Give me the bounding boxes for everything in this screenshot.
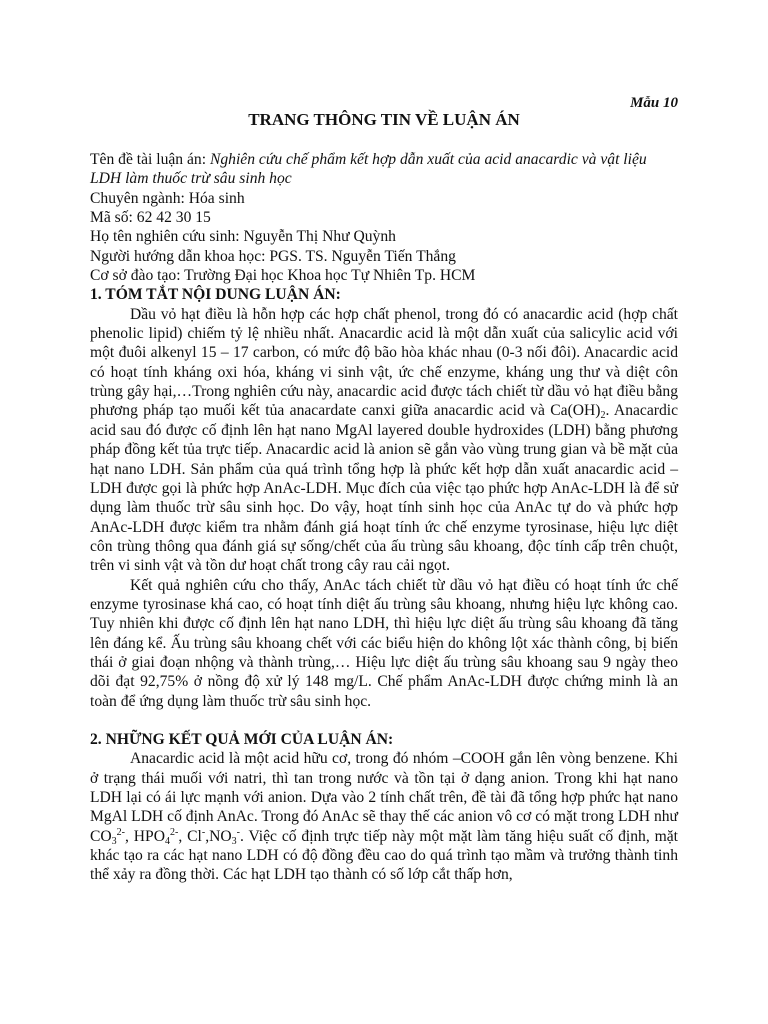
section-1-p1-subscript: 2 — [600, 410, 606, 422]
hpo4-subscript: 4 — [164, 835, 170, 847]
co3-superscript: 2- — [116, 826, 126, 838]
section-2-heading: 2. NHỮNG KẾT QUẢ MỚI CỦA LUẬN ÁN: — [90, 730, 394, 748]
no3-subscript: 3 — [231, 835, 237, 847]
thesis-title: Nghiên cứu chế phẩm kết hợp dẫn xuất của acid anacardic và vật liệu LDH làm thuốc trừ sâu sinh học — [90, 151, 647, 188]
thesis-title-line — [90, 150, 678, 189]
form-code: Mẫu 10 — [630, 95, 678, 111]
document-title: TRANG THÔNG TIN VỀ LUẬN ÁN — [248, 110, 520, 129]
code-line: Mã số: 62 42 30 15 — [90, 209, 211, 227]
section-1-p1-text-b: . Anacardic acid sau đó được cố định lên hạt nano MgAl layered double hydroxides (LDH) bằng phương pháp đồng kết tủa trực tiếp. Anacardic acid là anion sẽ gắn vào vùng trung gian và bề mặt của hạt nano LDH. Sản phẩm của quá trình tổng hợp là phức kết hợp dẫn xuất anacardic acid –LDH được gọi là phức hợp AnAc-LDH. Mục đích của việc tạo phức hợp AnAc-LDH là để sử dụng làm thuốc trừ sâu sinh học. Do vậy, hoạt tính sinh học của AnAc tự do và phức hợp AnAc-LDH được kiểm tra nhằm đánh giá hoạt tính ức chế enzyme tyrosinase, hiệu lực diệt côn trùng thông qua đánh giá sự sống/chết của ấu trùng sâu khoang, độc tính cấp trên chuột, trên vi sinh vật và tồn dư hoạt chất trong cây rau cải ngọt. — [90, 402, 678, 575]
section-2-paragraph-1 — [90, 749, 678, 884]
student-line: Họ tên nghiên cứu sinh: Nguyễn Thị Như Quỳnh — [90, 228, 396, 246]
cl-superscript: - — [201, 826, 206, 838]
hpo4-superscript: 2- — [169, 826, 179, 838]
no3-superscript: - — [236, 826, 240, 838]
thesis-label: Tên đề tài luận án: — [90, 151, 210, 168]
section-2-p1-cl-text: , Cl — [178, 827, 202, 845]
section-1-paragraph-1 — [90, 305, 678, 576]
section-2-p1-text-b: . Việc cố định trực tiếp này một mặt làm tăng hiệu suất cố định, mặt khác tạo ra các hạt nano LDH có độ đồng đều cao do quá trình tạo mầm và trưởng thành tinh thể xảy ra đồng thời. Các hạt LDH tạo thành có số lớp cắt thấp hơn, — [90, 827, 678, 884]
advisor-line: Người hướng dẫn khoa học: PGS. TS. Nguyễn Tiến Thắng — [90, 247, 456, 265]
section-2-p1-text-a: Anacardic acid là một acid hữu cơ, trong đó nhóm –COOH gắn lên vòng benzene. Khi ở trạng thái muối với natri, thì tan trong nước và tồn tại ở dạng anion. Trong khi hạt nano LDH lại có ái lực mạnh với anion. Dựa vào 2 tính chất trên, đề tài đã tổng hợp phức hạt nano MgAl LDH cố định AnAc. Trong đó AnAc sẽ thay thế các anion vô cơ có mặt trong LDH như CO — [90, 750, 678, 845]
institution-line: Cơ sở đào tạo: Trường Đại học Khoa học Tự Nhiên Tp. HCM — [90, 267, 476, 285]
major-line: Chuyên ngành: Hóa sinh — [90, 189, 245, 207]
section-2-p1-hpo-text: , HPO — [125, 827, 165, 845]
section-2-p1-no-text: ,NO — [205, 827, 232, 845]
co3-subscript: 3 — [111, 835, 117, 847]
section-1-p1-text-a: Dầu vỏ hạt điều là hỗn hợp các hợp chất phenol, trong đó có anacardic acid (hợp chất phenolic lipid) chiếm tỷ lệ nhiều nhất. Anacardic acid là một dẫn xuất của salicylic acid với một đuôi alkenyl 15 – 17 carbon, có mức độ bão hòa khác nhau (0-3 nối đôi). Anacardic acid có hoạt tính kháng oxi hóa, kháng vi sinh vật, ức chế enzyme, kháng ung thư và diệt côn trùng gây hại,…Trong nghiên cứu này, anacardic acid được tách chiết từ dầu vỏ hạt điều bằng phương pháp tạo muối kết tủa anacardate canxi giữa anacardic acid và Ca(OH) — [90, 305, 678, 420]
section-1-paragraph-2: Kết quả nghiên cứu cho thấy, AnAc tách chiết từ dầu vỏ hạt điều có hoạt tính ức chế enzyme tyrosinase khá cao, có hoạt tính diệt ấu trùng sâu khoang, nhưng hiệu lực không cao. Tuy nhiên khi được cố định lên hạt nano LDH, thì hiệu lực diệt ấu trùng sâu khoang đã tăng lên đáng kể. Ấu trùng sâu khoang chết với các biểu hiện do không lột xác thành công, bị biến thái ở giai đoạn nhộng và thành trùng,… Hiệu lực diệt ấu trùng sâu khoang sau 9 ngày theo dõi đạt 92,75% ở nồng độ xử lý 148 mg/L. Chế phẩm AnAc-LDH được chứng minh là an toàn để ứng dụng làm thuốc trừ sâu sinh học. — [90, 576, 678, 710]
section-1-heading: 1. TÓM TẮT NỘI DUNG LUẬN ÁN: — [90, 286, 341, 304]
